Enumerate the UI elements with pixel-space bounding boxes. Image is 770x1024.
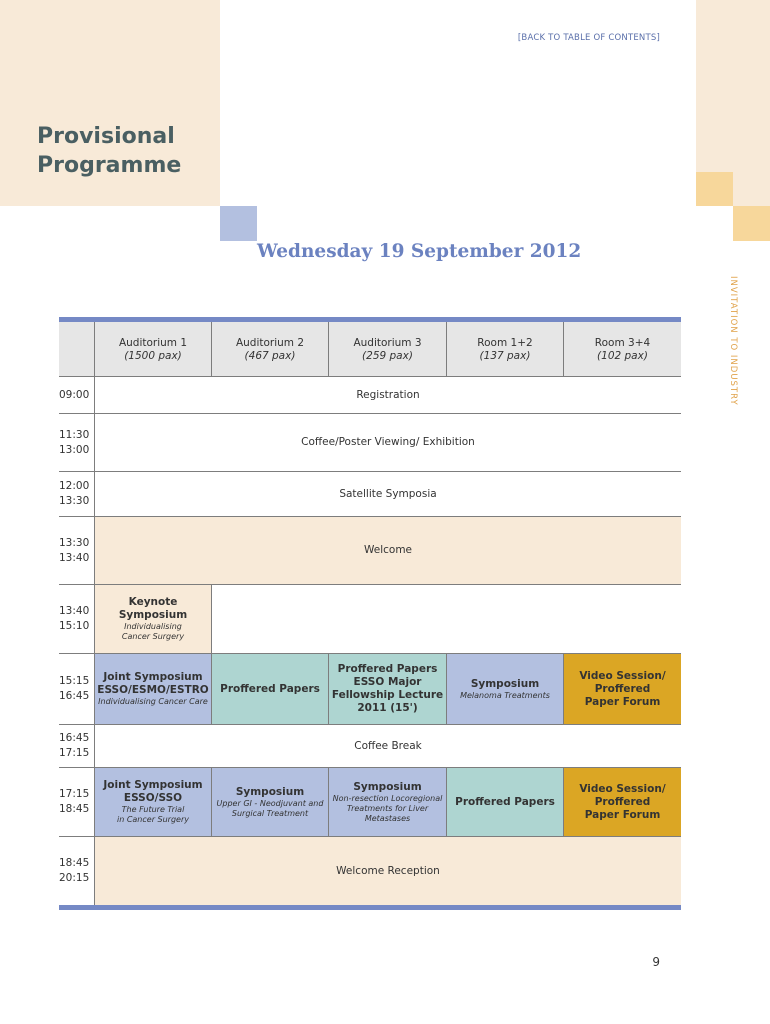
time-end: 13:00 — [59, 443, 90, 456]
session1-auditorium-1 — [95, 654, 212, 724]
page-title — [37, 122, 181, 180]
session-title: Proffered Papers — [455, 795, 555, 808]
session1-room-3-4 — [564, 654, 681, 724]
session-title: Joint Symposium — [103, 671, 203, 683]
time-start: 15:15 — [59, 675, 90, 687]
time-end: 15:10 — [59, 620, 90, 632]
decor-square-yellow — [696, 172, 733, 206]
session-label: Welcome — [363, 544, 413, 556]
col-capacity: (1500 pax) — [124, 349, 182, 362]
time-end: 13:30 — [59, 495, 90, 507]
col-name: Room 1+2 — [477, 336, 533, 349]
session-title: Paper Forum — [584, 695, 661, 708]
session-title: ESSO/SSO — [123, 792, 183, 804]
session-subtitle: The Future Trial — [121, 805, 185, 814]
session-welcome — [95, 517, 681, 584]
session-title: ESSO Major — [353, 676, 422, 688]
table-bottom-bar — [59, 905, 681, 910]
col-name: Auditorium 2 — [235, 336, 305, 349]
time-end: 17:15 — [59, 747, 90, 759]
session-coffee-poster — [95, 414, 681, 471]
time-start: 18:45 — [59, 857, 90, 869]
session2-auditorium-1 — [95, 768, 212, 836]
session-subtitle: Non-resection Locoregional — [332, 793, 443, 803]
time-slot — [59, 585, 94, 653]
session2-room-1-2 — [447, 768, 564, 836]
time-slot — [59, 654, 94, 724]
session-title: Fellowship Lecture — [331, 689, 444, 701]
time-start: 16:45 — [59, 732, 90, 744]
col-header-auditorium-3 — [329, 322, 447, 377]
time-start: 11:30 — [59, 428, 90, 441]
session-title: 2011 (15') — [357, 702, 418, 714]
session-subtitle: Cancer Surgery — [121, 632, 185, 641]
decor-square-blue — [220, 206, 257, 241]
back-to-contents-link[interactable]: [BACK TO TABLE OF CONTENTS] — [517, 33, 660, 43]
session-subtitle: Treatments for Liver — [346, 803, 429, 813]
time-start: 13:40 — [59, 605, 90, 617]
session2-auditorium-2 — [212, 768, 329, 836]
side-section-label: INVITATION TO INDUSTRY — [728, 276, 738, 406]
time-start: 13:30 — [59, 536, 90, 549]
session-subtitle: Surgical Treatment — [231, 808, 309, 818]
session2-auditorium-3 — [329, 768, 447, 836]
day-title: Wednesday 19 September 2012 — [257, 241, 582, 262]
time-slot — [59, 472, 94, 516]
session-coffee-break — [95, 725, 681, 767]
time-slot — [59, 725, 94, 767]
time-end: 18:45 — [59, 803, 90, 815]
col-capacity: (259 pax) — [362, 349, 413, 362]
session-title: Joint Symposium — [103, 779, 203, 791]
time-slot — [59, 837, 94, 905]
session-title: Video Session/ — [579, 782, 666, 795]
time-end: 13:40 — [59, 551, 90, 564]
session-title: Symposium — [470, 677, 540, 690]
time-start: 17:15 — [59, 788, 90, 800]
session-title: Proffered Papers — [337, 663, 438, 675]
decor-square-yellow-2 — [733, 206, 770, 241]
session-label: Coffee/Poster Viewing/ Exhibition — [301, 436, 475, 448]
col-capacity: (137 pax) — [479, 349, 531, 362]
time-end: 20:15 — [59, 872, 90, 884]
col-header-auditorium-2 — [212, 322, 329, 377]
session1-auditorium-2 — [212, 654, 329, 724]
time-slot — [59, 377, 94, 413]
col-name: Auditorium 1 — [118, 336, 188, 349]
session-title: Keynote — [128, 596, 178, 608]
session-title: ESSO/ESMO/ESTRO — [97, 684, 209, 696]
header-corner — [59, 322, 95, 377]
col-header-room-3-4 — [564, 322, 681, 377]
time-slot — [59, 517, 94, 584]
session1-room-1-2 — [447, 654, 564, 724]
time-slot — [59, 768, 94, 836]
session-welcome-reception — [95, 837, 681, 905]
session-subtitle: Individualising — [124, 622, 182, 631]
col-capacity: (102 pax) — [597, 349, 648, 362]
time-start: 12:00 — [59, 480, 90, 492]
time-slot — [59, 414, 94, 471]
session-title: Symposium — [353, 780, 422, 793]
session-satellite-symposia — [95, 472, 681, 516]
session-title: Paper Forum — [584, 808, 661, 821]
session-title: Proffered Papers — [220, 682, 320, 695]
time-end: 16:45 — [59, 690, 90, 702]
page-number: 9 — [652, 955, 660, 969]
col-header-auditorium-1 — [95, 322, 212, 377]
session-subtitle: Metastases — [364, 813, 411, 823]
time-start: 09:00 — [59, 388, 90, 401]
session-subtitle: in Cancer Surgery — [116, 815, 189, 824]
col-capacity: (467 pax) — [244, 349, 296, 362]
session-registration — [95, 377, 681, 413]
session-label: Coffee Break — [354, 739, 422, 752]
session-keynote-symposium — [95, 585, 212, 653]
col-header-room-1-2 — [447, 322, 564, 377]
session-label: Registration — [356, 388, 420, 401]
session-label: Welcome Reception — [336, 864, 440, 877]
session2-room-3-4 — [564, 768, 681, 836]
session-subtitle: Melanoma Treatments — [460, 690, 550, 700]
session-label: Satellite Symposia — [339, 487, 437, 500]
col-name: Room 3+4 — [594, 336, 651, 349]
session-title: Video Session/ — [579, 669, 666, 682]
session-title: Symposium — [118, 609, 188, 621]
session-title: Proffered — [594, 682, 651, 695]
session-subtitle: Upper GI - Neodjuvant and — [216, 798, 324, 808]
col-name: Auditorium 3 — [353, 336, 422, 349]
page-title-line2: Programme — [37, 153, 182, 178]
session1-auditorium-3 — [329, 654, 447, 724]
session-subtitle: Individualising Cancer Care — [98, 697, 208, 706]
session-title: Proffered — [594, 795, 651, 808]
page-title-line1: Provisional — [37, 124, 175, 149]
session-title: Symposium — [235, 785, 305, 798]
